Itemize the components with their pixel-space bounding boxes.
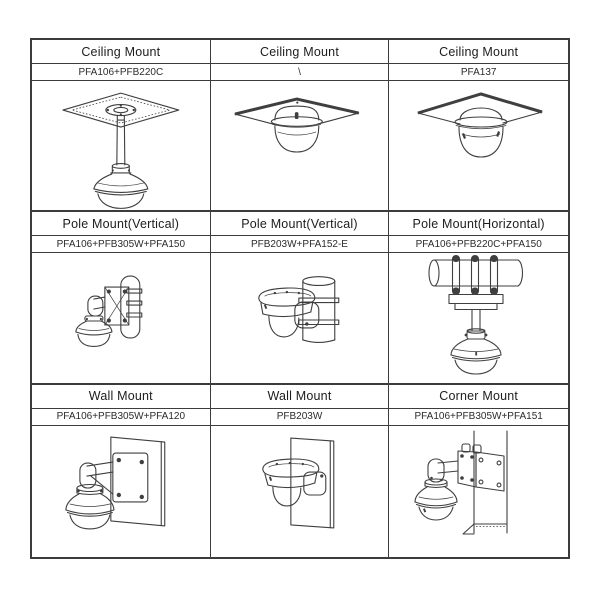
mount-cell-pole-vertical-arm — [32, 212, 211, 384]
mount-title: Pole Mount(Vertical) — [211, 212, 389, 236]
mount-cell-wall-arm — [32, 385, 211, 557]
mount-figure — [32, 81, 210, 210]
mount-figure — [389, 81, 568, 210]
mount-part-number: PFA106+PFB305W+PFA151 — [389, 409, 568, 426]
mount-cell-ceiling-pendant — [32, 40, 211, 212]
ceiling-panel-dome-drawing — [211, 82, 389, 210]
mount-title: Wall Mount — [211, 385, 389, 409]
mount-options-table — [30, 38, 570, 559]
mount-title: Ceiling Mount — [389, 40, 568, 64]
mount-cell-corner — [389, 385, 568, 557]
mount-title: Pole Mount(Horizontal) — [389, 212, 568, 236]
mount-part-number: PFA106+PFB305W+PFA150 — [32, 236, 210, 253]
mount-figure — [211, 426, 389, 557]
mount-part-number: PFA106+PFB220C+PFA150 — [389, 236, 568, 253]
mount-title: Corner Mount — [389, 385, 568, 409]
corner-arm-dome-drawing — [390, 427, 568, 555]
mount-cell-wall-direct — [211, 385, 390, 557]
mount-cell-pole-vertical-direct — [211, 212, 390, 384]
mount-title: Pole Mount(Vertical) — [32, 212, 210, 236]
mount-cell-pole-horizontal — [389, 212, 568, 384]
mount-figure — [32, 253, 210, 382]
pole-horizontal-pendant-drawing — [390, 254, 568, 382]
wall-arm-dome-drawing — [32, 427, 210, 555]
mount-cell-ceiling-panel — [211, 40, 390, 212]
mount-part-number: PFA106+PFB305W+PFA120 — [32, 409, 210, 426]
mount-part-number: \ — [211, 64, 389, 81]
mount-figure — [211, 81, 389, 210]
mount-figure — [211, 253, 389, 382]
mount-title: Ceiling Mount — [32, 40, 210, 64]
mount-part-number: PFA106+PFB220C — [32, 64, 210, 81]
mount-figure — [389, 253, 568, 382]
ceiling-panel-dome-large-drawing — [390, 82, 568, 210]
mount-title: Ceiling Mount — [211, 40, 389, 64]
mount-cell-ceiling-pfa137 — [389, 40, 568, 212]
mount-part-number: PFB203W — [211, 409, 389, 426]
mount-figure — [389, 426, 568, 557]
wall-direct-dome-drawing — [211, 427, 389, 555]
mount-figure — [32, 426, 210, 557]
pole-vertical-arm-dome-drawing — [32, 254, 210, 382]
ceiling-pendant-mount-drawing — [32, 82, 210, 210]
mount-part-number: PFB203W+PFA152-E — [211, 236, 389, 253]
pole-vertical-direct-dome-drawing — [211, 254, 389, 382]
mount-part-number: PFA137 — [389, 64, 568, 81]
mount-title: Wall Mount — [32, 385, 210, 409]
